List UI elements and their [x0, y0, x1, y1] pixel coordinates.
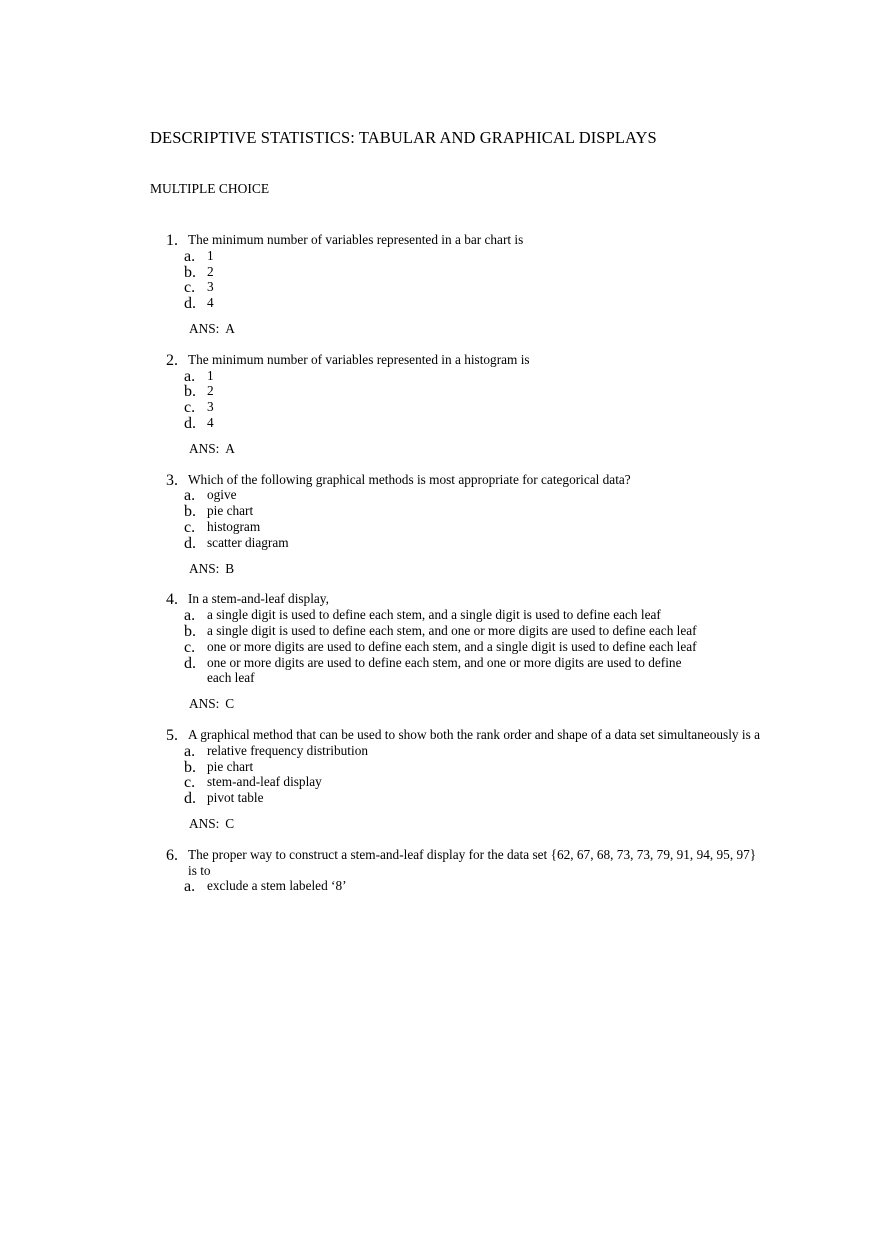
answer-option — [0, 487, 880, 503]
option-text: 2 — [207, 383, 214, 399]
answer-value: A — [225, 320, 235, 336]
question-text: The proper way to construct a stem-and-leaf display for the data set {62, 67, 68, 73, 73, 79, 91, 94, 95, 97} is to — [188, 846, 757, 878]
option-text: 1 — [207, 367, 214, 383]
answer-option — [0, 264, 880, 280]
answer-option — [0, 368, 880, 384]
answer-option — [0, 399, 880, 415]
answer-option — [0, 623, 880, 639]
option-letter: a. — [184, 607, 196, 625]
option-text: pivot table — [207, 790, 264, 806]
option-letter: a. — [184, 247, 196, 265]
answer-option — [0, 279, 880, 295]
option-text: ogive — [207, 487, 237, 503]
option-text: exclude a stem labeled ‘8’ — [207, 878, 347, 894]
option-letter: d. — [184, 534, 196, 552]
answer-value: C — [225, 815, 235, 831]
answer-key — [0, 321, 880, 337]
question-item — [0, 472, 880, 577]
question-list — [0, 232, 880, 909]
answer-label: ANS: — [189, 560, 220, 576]
answer-option — [0, 519, 880, 535]
answer-option — [0, 759, 880, 775]
answer-label: ANS: — [189, 815, 220, 831]
option-text: pie chart — [207, 758, 254, 774]
option-text: histogram — [207, 518, 261, 534]
question-number: 4. — [166, 591, 178, 609]
question-number: 6. — [166, 846, 178, 864]
option-letter: a. — [184, 878, 196, 896]
question-number: 2. — [166, 351, 178, 369]
option-letter: b. — [184, 383, 196, 401]
question-item — [0, 591, 880, 712]
answer-value: A — [225, 440, 235, 456]
option-letter: b. — [184, 503, 196, 521]
option-letter: c. — [184, 774, 196, 792]
option-text: relative frequency distribution — [207, 742, 368, 758]
answer-option — [0, 774, 880, 790]
answer-option — [0, 607, 880, 623]
question-number: 3. — [166, 471, 178, 489]
option-letter: b. — [184, 622, 196, 640]
option-text: 3 — [207, 279, 214, 295]
option-letter: c. — [184, 399, 196, 417]
option-text: 3 — [207, 399, 214, 415]
question-item — [0, 847, 880, 894]
option-text: pie chart — [207, 503, 254, 519]
answer-option — [0, 503, 880, 519]
answer-option — [0, 295, 880, 311]
answer-key — [0, 696, 880, 712]
question-number: 1. — [166, 232, 178, 249]
answer-option — [0, 655, 880, 687]
question-text: Which of the following graphical methods is most appropriate for categorical data? — [188, 471, 631, 487]
option-letter: b. — [184, 758, 196, 776]
answer-option — [0, 639, 880, 655]
option-text: scatter diagram — [207, 534, 289, 550]
answer-key — [0, 441, 880, 457]
option-letter: d. — [184, 790, 196, 808]
option-letter: c. — [184, 518, 196, 536]
option-text: 4 — [207, 295, 214, 311]
question-text: The minimum number of variables represented in a histogram is — [188, 351, 530, 367]
option-letter: a. — [184, 742, 196, 760]
answer-key — [0, 561, 880, 577]
option-letter: d. — [184, 295, 196, 313]
answer-option — [0, 383, 880, 399]
option-letter: d. — [184, 414, 196, 432]
option-letter: a. — [184, 487, 196, 505]
document-title: DESCRIPTIVE STATISTICS: TABULAR AND GRAPHICAL DISPLAYS — [150, 128, 657, 147]
answer-option — [0, 535, 880, 551]
answer-option — [0, 248, 880, 264]
question-number: 5. — [166, 726, 178, 744]
answer-value: B — [225, 560, 235, 576]
option-letter: c. — [184, 638, 196, 656]
answer-label: ANS: — [189, 440, 220, 456]
answer-label: ANS: — [189, 696, 220, 712]
answer-option — [0, 743, 880, 759]
question-text: A graphical method that can be used to show both the rank order and shape of a data set simultaneously is a — [188, 726, 760, 742]
option-text: 2 — [207, 263, 214, 279]
answer-label: ANS: — [189, 320, 220, 336]
question-text: The minimum number of variables represented in a bar chart is — [188, 232, 524, 247]
option-letter: d. — [184, 654, 196, 672]
option-text: 1 — [207, 247, 214, 263]
answer-value: C — [225, 696, 235, 712]
question-item — [0, 727, 880, 832]
answer-option — [0, 878, 880, 894]
answer-key — [0, 816, 880, 832]
option-text: 4 — [207, 414, 214, 430]
option-text: a single digit is used to define each stem, and one or more digits are used to define each leaf — [207, 622, 697, 638]
option-text: stem-and-leaf display — [207, 774, 322, 790]
option-text: one or more digits are used to define each stem, and a single digit is used to define each leaf — [207, 638, 697, 654]
question-item — [0, 352, 880, 457]
answer-option — [0, 415, 880, 431]
section-heading: MULTIPLE CHOICE — [150, 181, 270, 196]
option-text: one or more digits are used to define each stem, and one or more digits are used to define each leaf — [207, 654, 682, 686]
option-letter: c. — [184, 279, 196, 297]
answer-option — [0, 790, 880, 806]
option-letter: a. — [184, 367, 196, 385]
option-letter: b. — [184, 263, 196, 281]
option-text: a single digit is used to define each stem, and a single digit is used to define each leaf — [207, 607, 661, 623]
question-item — [0, 232, 880, 337]
question-text: In a stem-and-leaf display, — [188, 591, 329, 607]
